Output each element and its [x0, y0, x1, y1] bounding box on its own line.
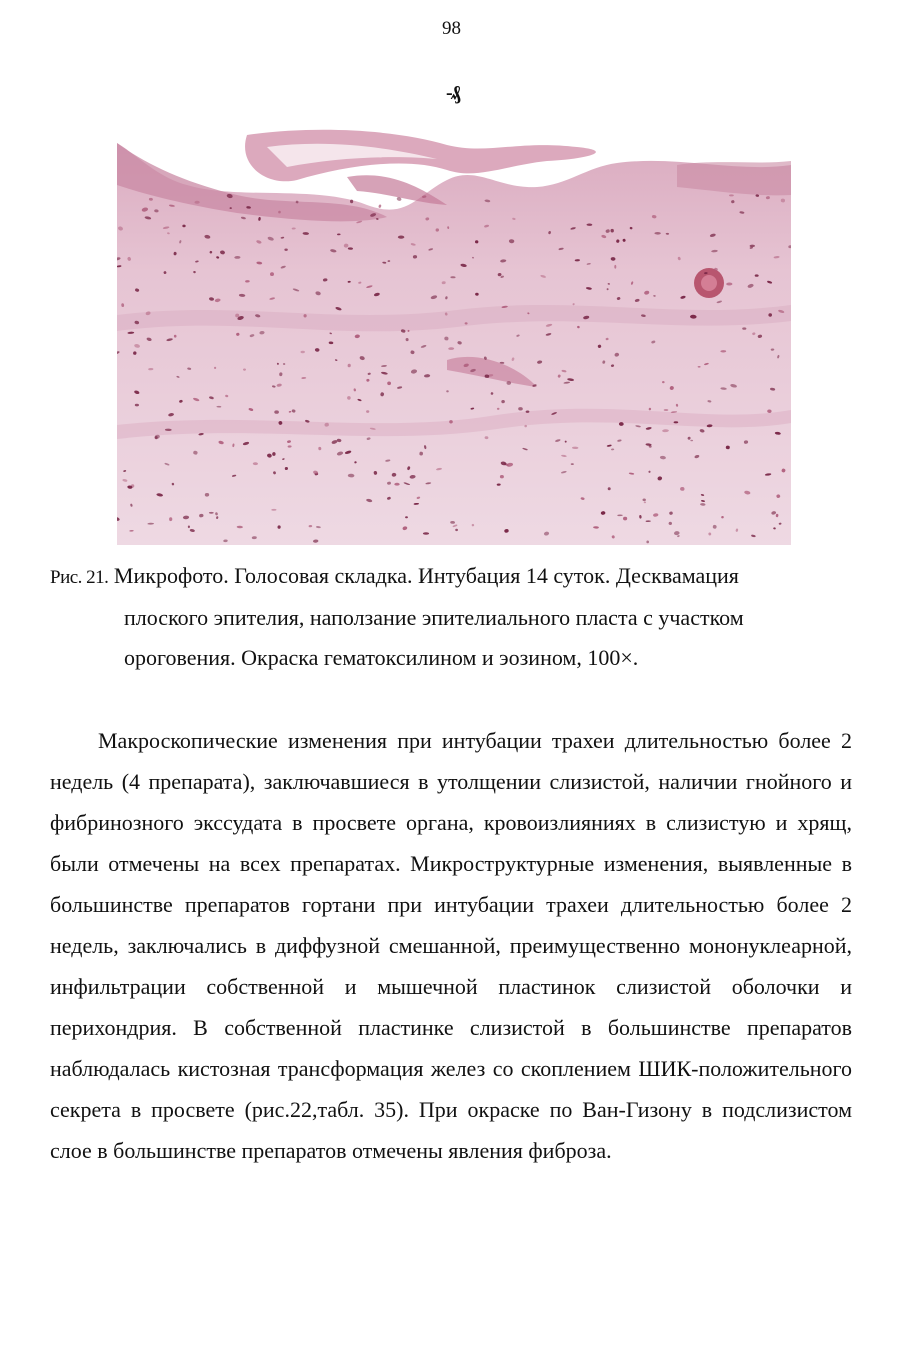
nucleus-dot — [614, 265, 616, 269]
nucleus-dot — [304, 314, 307, 317]
nucleus-dot — [729, 194, 734, 196]
nucleus-dot — [674, 421, 679, 423]
nucleus-dot — [398, 236, 404, 239]
nucleus-dot — [274, 410, 279, 413]
page-mark: -₰ — [446, 82, 459, 104]
page-number: 98 — [442, 18, 461, 39]
nucleus-dot — [214, 367, 216, 369]
micrograph-image — [117, 125, 791, 545]
nucleus-dot — [284, 249, 287, 251]
nucleus-dot — [662, 381, 665, 383]
nucleus-dot — [387, 382, 391, 386]
caption-text-1: Микрофото. Голосовая складка. Интубация 14 суток. Десквамация — [113, 563, 739, 588]
caption-line-3: ороговения. Окраска гематоксилином и эозином, 100×. — [124, 645, 639, 670]
nucleus-dot — [423, 532, 429, 535]
body-paragraph: Макроскопические изменения при интубации трахеи длительностью более 2 недель (4 препарата), заключавшиеся в утолщении слизистой, наличии гнойного и фибринозного экссудата в просвете органа, кровоизлияниях в слизистую и хрящ, были отмечены на всех препаратах. Микроструктурные изменения, выявленные в большинстве препаратов гортани при интубации трахеи длительностью более 2 недель, заключались в диффузной смешанной, преимущественно мононуклеарной, инфильтрации собственной и мышечной пластинок слизистой оболочки и перихондрия. В собственной пластинке слизистой в большинстве препаратов наблюдалась кистозная трансформация желез со скоплением ШИК-положительного секрета в просвете (рис.22,табл. 35). При окраске по Ван-Гизону в подслизистом слое в большинстве препаратов отмечены явления фиброза. — [50, 728, 852, 1163]
nucleus-dot — [608, 487, 611, 490]
nucleus-dot — [644, 502, 646, 504]
caption-line-2: плоского эпителия, наползание эпителиального пласта с участком — [124, 605, 744, 630]
figure-caption — [50, 556, 820, 678]
micrograph-svg — [117, 125, 791, 545]
nucleus-dot — [394, 483, 399, 486]
caption-label: Рис. 21. — [50, 567, 109, 588]
caption-line-1 — [50, 556, 820, 598]
nucleus-dot — [405, 516, 408, 518]
nucleus-dot — [209, 512, 214, 514]
